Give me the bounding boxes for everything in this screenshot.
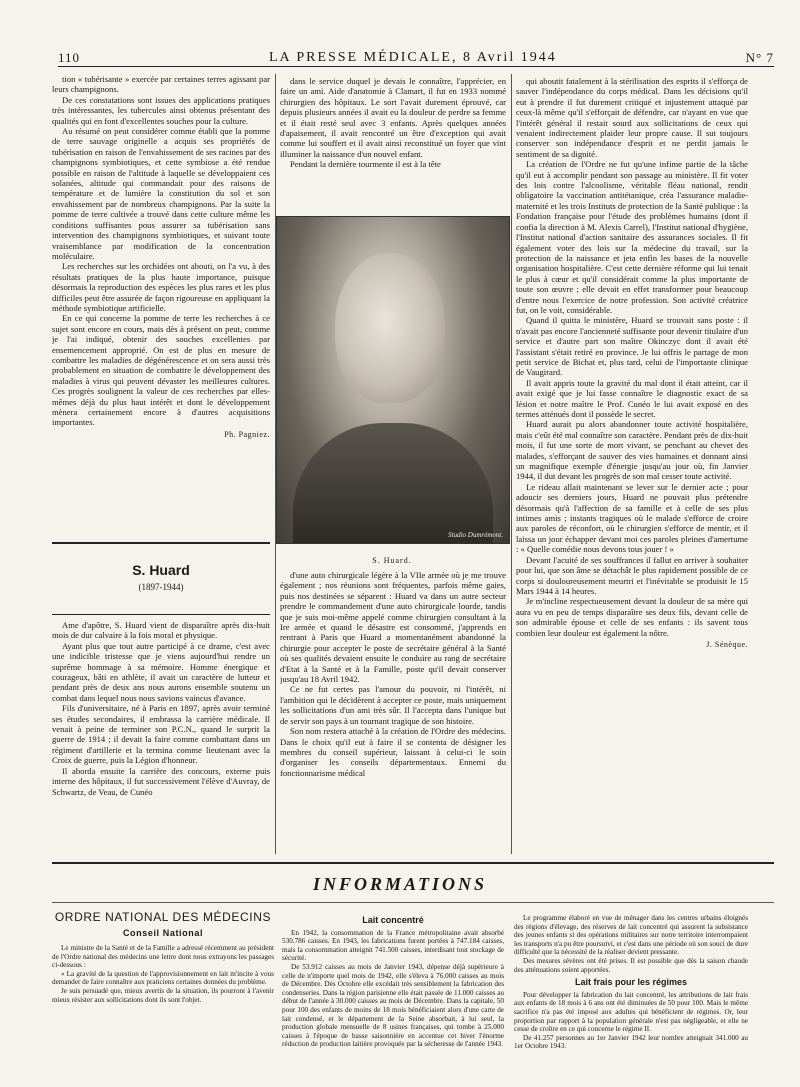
paragraph: Je m'incline respectueusement devant la douleur de sa mère qui aura vu en peu de temps disparaître ses deux fils, devant celle de son admirable épouse et celle de ses enfants : ils savent tous combien leur douleur est également la nôtre. — [516, 596, 748, 638]
paragraph: Ce ne fut certes pas l'amour du pouvoir, ni l'intérêt, ni l'ambition qui le décidèrent à accepter ce poste, mais uniquement les sollicitations d'un ami très sûr. Il l'accepta dans l'unique but de servir son pays à un tournant tragique de son histoire. — [280, 684, 506, 726]
column-divider — [511, 74, 512, 854]
photo-caption: S. Huard. — [372, 556, 412, 565]
column-2-top — [280, 76, 506, 216]
publication-title: LA PRESSE MÉDICALE, 8 Avril 1944 — [268, 50, 557, 65]
paragraph: Il aborda ensuite la carrière des concours, externe puis interne des hôpitaux, il fut successivement l'élève d'Auvray, de Schwartz, de Veau, de Cunéo — [52, 765, 270, 797]
right-info-section — [514, 914, 748, 1084]
paragraph: d'une auto chirurgicale légère à la VIIe armée où je me trouve également ; nos réunions sont fréquentes, parfois même gaies, puis nos destinées se séparent : Huard va dans un autre secteur prendre le commandement d'une auto chirurgicale lourde, tandis que je suis moi-même appelé comme chirurgien consultant à la Ire armée et quand le désastre est consommé, j'apprends en rentrant à Paris que Huard a momentanément abandonné la chirurgie pour accepter le poste de secrétaire général à la Santé où ses qualités devaient ensuite le conduire au rang de secrétaire d'Etat à la Santé et à la Famille, poste qu'il devait conserver jusqu'au 18 Avril 1942. — [280, 570, 506, 685]
page-number: 110 — [58, 50, 81, 65]
lait-subheading: Lait concentré — [362, 915, 424, 925]
paragraph: Huard aurait pu alors abandonner toute activité hospitalière, mais c'eût été mal connaître son caractère. Pendant près de dix-huit mois, il fut une sorte de mort vivant, se penchant au chevet des malades, s'efforçant de sauver des vies humaines et donnant ainsi un magnifique exemple d'énergie jusqu'au jour où, fin Janvier 1944, il dut devant les progrès de son mal cesser toute activité. — [516, 419, 748, 482]
photo-credit: Studio Dumrémont. — [448, 531, 503, 539]
column-1-top — [52, 74, 270, 536]
issue-number: N° 7 — [745, 50, 774, 65]
paragraph: Je suis persuadé que, mieux avertis de la situation, ils pourront à l'avenir mieux résister aux sollicitations dont ils sont l'objet. — [52, 986, 274, 1004]
portrait-photo — [276, 216, 510, 544]
paragraph: tion « tubérisante » exercée par certaines terres agissant par leurs champignons. — [52, 74, 270, 95]
paragraph: Le rideau allait maintenant se lever sur le dernier acte ; pour adoucir ses derniers jours, Huard ne pouvait plus prétendre désormais qu'à l'affection de sa famille et à celle de ses plus intimes amis ; instants tragiques où le malade s'efforce de croire aux paroles de réconfort, où le chirurgien s'efforce de mentir, et il laissa un jour échapper devant moi ces paroles pleines d'amertume : « Quelle comédie nous devons tous jouer ! » — [516, 481, 748, 555]
ordre-heading — [52, 910, 274, 942]
paragraph: Fils d'universitaire, né à Paris en 1897, après avoir terminé ses études secondaires, il embrassa la carrière médicale. Il venait à peine de terminer son P.C.N., quand le surprit la guerre de 1914 ; il devait la faire comme combattant dans un régiment d'artillerie et la termina comme lieutenant avec la Croix de guerre, puis la Légion d'honneur. — [52, 703, 270, 766]
paragraph: Ayant plus que tout autre participé à ce drame, c'est avec une indicible tristesse que je viens aujourd'hui rendre un suprême hommage à sa mémoire. Homme énergique et courageux, bâti en athlète, il avait un caractère de lutteur et pendant près de deux ans nous aurons ensemble soutenu un combat dans lequel nous nous savions vaincus d'avance. — [52, 640, 270, 703]
paragraph: qui aboutit fatalement à la stérilisation des esprits il s'efforça de sauver l'indépendance du corps médical. Dans les décisions qu'il eut à prendre il fut durement critiqué et injustement attaqué par ceux-là même qu'il s'efforçait de défendre, car n'ayant en vue que l'intérêt général il restait sourd aux sollicitations de ceux qui venaient indirectement plaider leur propre cause. Il sut toujours conserver son indépendance d'esprit et ne perdit jamais le sentiment de sa dignité. — [516, 76, 748, 159]
paragraph: De 41.257 personnes au 1er Janvier 1942 leur nombre atteignait 341.000 au 1er Octobre 1943. — [514, 1033, 748, 1051]
paragraph: Il avait appris toute la gravité du mal dont il était atteint, car il avait exigé que je lui fasse connaître le diagnostic exact de sa lésion et notre maître le Prof. Cunéo le lui avait exposé en des termes atténués dont il possède le secret. — [516, 377, 748, 419]
conseil-text — [52, 944, 274, 1076]
page-header — [58, 40, 774, 67]
obituary-dates: (1897-1944) — [138, 582, 184, 592]
paragraph: Le ministre de la Santé et de la Famille a adressé récemment au président de l'Ordre national des médecins une lettre dont nous extrayons les passages ci-dessous : — [52, 944, 274, 970]
author-signature: J. Sénèque. — [706, 639, 748, 649]
author-signature: Ph. Pagniez. — [224, 429, 270, 439]
informations-heading: INFORMATIONS — [312, 874, 488, 894]
paragraph: dans le service duquel je devais le connaître, l'apprécier, en faire un ami. Aide d'anatomie à Clamart, il fut en 1933 nommé chirurgien des hôpitaux. Le sort l'avait durement éprouvé, car depuis plusieurs années il avait eu la douleur de perdre sa femme et il était resté seul avec 3 enfants. Après quelques années d'apaisement, il avait rencontré un être d'exception qui avait comme lui souffert et il avait ainsi reconstitué un foyer que vint illuminer la naissance d'un nouvel enfant. — [280, 76, 506, 159]
paragraph: En 1942, la consommation de la France métropolitaine avait absorbé 530.786 caisses. En 1943, les fabrications furent portées à 747.184 caisses, mais la consommation atteignit 741.500 caisses, interdisant tout stockage de sécurité. — [282, 928, 504, 963]
paragraph: Pour développer la fabrication du lait concentré, les attributions de lait frais aux enfants de 18 mois à 6 ans ont été diminuées de 50 pour 100. Mais le même sacrifice n'a pas été imposé aux adultes qui bénéficient de régimes. Or, leur proportion par rapport à la population générale n'est pas négligeable, et elle ne cesse de croître en ce qui concerne le régime II. — [514, 990, 748, 1034]
portrait-suit — [293, 423, 493, 543]
conseil-subheading: Conseil National — [122, 928, 204, 938]
column-3 — [516, 76, 748, 842]
paragraph: Au résumé on peut considérer comme établi que la pomme de terre sauvage originelle a acquis ses propriétés de tubérisation en raison de l'envahissement de ses racines par des champignons symbiotiques, et cette symbiose a été rendue possible en raison de l'altitude à laquelle se développaient ces solanées, altitude qui commandait pour des raisons de température et de lumière la constitution du sol et son envahissement par de nombreux champignons. Par la suite la pomme de terre cultivée a trouvé dans cette culture même les conditions suffisantes pous assurer sa tubérisation sans intervention des champignons symbiotiques, et suivant toute vraisemblance par modification de la concentration moléculaire. — [52, 126, 270, 261]
paragraph: Les recherches sur les orchidées ont abouti, on l'a vu, à des résultats pratiques de la plus haute importance, puisque désormais la reproduction des espèces les plus rares et les plus difficiles peut être assurée de façon rigoureuse en appliquant la méthode symbiotique artificielle. — [52, 261, 270, 313]
paragraph: La création de l'Ordre ne fut qu'une infime partie de la tâche qu'il eut à accomplir pendant son passage au ministère. Il fit voter des lois contre l'alcoolisme, véritable fléau national, rendit obligatoire la vaccination antitétanique, créa l'assurance maladie-maternité et les trois Instituts de protection de la Santé publique : la Fondation française pour l'étude des problèmes humains (dont il confia la direction à M. Alexis Carrel), l'Institut national d'hygiène, l'Institut national d'action sanitaire des assurances sociales. Il fit également voter des lois sur la médecine du travail, sur la protection de la naissance et jeta enfin les bases de la nouvelle organisation hospitalière. C'est cette dernière réforme qui lui tenait le plus à cœur et qu'il considérait comme la plus importante de toute son œuvre ; elle devait en effet transformer pour beaucoup d'entre nous l'exercice de notre profession. Son activité créatrice fut, on le voit, considérable. — [516, 159, 748, 315]
column-1-bottom — [52, 620, 270, 860]
obituary-heading — [52, 542, 270, 615]
section-divider — [52, 862, 774, 864]
paragraph: Devant l'acuité de ses souffrances il fallut en arriver à souhaiter pour lui, que son âme se détachât le plus rapidement possible de ce corps si douloureusement meurtri et l'inévitable se produisit le 15 Mars 1944 à 14 heures. — [516, 554, 748, 596]
paragraph: Quand il quitta le ministère, Huard se trouvait sans poste : il n'avait pas encore l'ancienneté suffisante pour devenir titulaire d'un service et d'autre part son maître Okinczyc dont il avait été l'assistant s'était retiré en province. Je lui offris le partage de mon petit service de Bichat et, plus tard, celui de l'importante clinique de Vaugirard. — [516, 315, 748, 378]
paragraph: En ce qui concerne la pomme de terre les recherches à ce sujet sont encore en cours, mais dès à présent on peut, comme je l'ai indiqué, obtenir des souches excellentes par ensemencement approprié. On est de plus en mesure de combattre les maladies de dégénérescence et on sera aussi très probablement en situation de combattre le développement des maladies à virus qui peuvent dévaster les meilleures cultures. Ces progrès soulignent la valeur de ces recherches par elles-mêmes déjà du plus haut intérêt et dont le développement mènera certainement encore à d'autres acquisitions importantes. — [52, 313, 270, 428]
paragraph: De ces constatations sont issues des applications pratiques très intéressantes, les tubercules ainsi obtenus présentant des qualités qui en font d'excellentes souches pour la culture. — [52, 94, 270, 126]
lait-concentre-section — [282, 912, 504, 1082]
paragraph: Ame d'apôtre, S. Huard vient de disparaître après dix-huit mois de dur calvaire à la fois moral et physique. — [52, 620, 270, 641]
paragraph: De 53.912 caisses au mois de Janvier 1943, dépense déjà supérieure à celle de n'importe quel mois de 1942, elle s'éleva à 76.000 caisses au mois de Décembre. Dès Octobre elle excédait très sensiblement la fabrication des condenseries. Dans la région parisienne elle était passée de 11.000 caisses au début de l'année à 30.000 caisses au mois de Décembre. Dans la capitale, 50 pour 100 des enfants de moins de 18 mois bénéficiaient alors d'une carte de lait condensé, et le département de la Seine absorbait, à lui seul, la production globale mensuelle de 8 usines françaises, qui tombe à 25.000 caisses à l'époque de basse saisonnière en accentue cet hiver l'énorme réduction de production laitière provoquée par la sécheresse de l'année 1943. — [282, 962, 504, 1049]
paragraph: « La gravité de la question de l'approvisionnement en lait m'incite à vous demander de faire connaître aux praticiens certaines données du problème. — [52, 969, 274, 987]
regimes-subheading: Lait frais pour les régimes — [574, 977, 688, 988]
paragraph: Des mesures sévères ont été prises. Il est possible que dès la saison chaude des atténuations soient apportées. — [514, 956, 748, 974]
ordre-title: ORDRE NATIONAL DES MÉDECINS — [54, 910, 272, 924]
column-2-bottom — [280, 570, 506, 844]
paragraph: Pendant la dernière tourmente il est à la tête — [290, 159, 441, 170]
paragraph: Son nom restera attaché à la création de l'Ordre des médecins. Dans le choix qu'il eut à faire il se contenta de désigner les membres du conseil supérieur, laissant à celui-ci le soin d'organiser les conseils départementaux. Ennemi du fonctionnarisme médical — [280, 726, 506, 778]
section-divider — [52, 902, 774, 903]
portrait-face — [335, 253, 445, 403]
obituary-name: S. Huard — [132, 562, 190, 578]
paragraph: Le programme élaboré en vue de ménager dans les centres urbains éloignés des régions d'élevage, des réserves de lait concentré qui assurent la subsistance des jeunes enfants si des opérations militaires sur notre territoire interrompaient les transports n'a pu être poursuivi, et c'est dans une période où son souci de dure difficulté que la nécessité de la réaliser devient pressante. — [514, 914, 748, 957]
